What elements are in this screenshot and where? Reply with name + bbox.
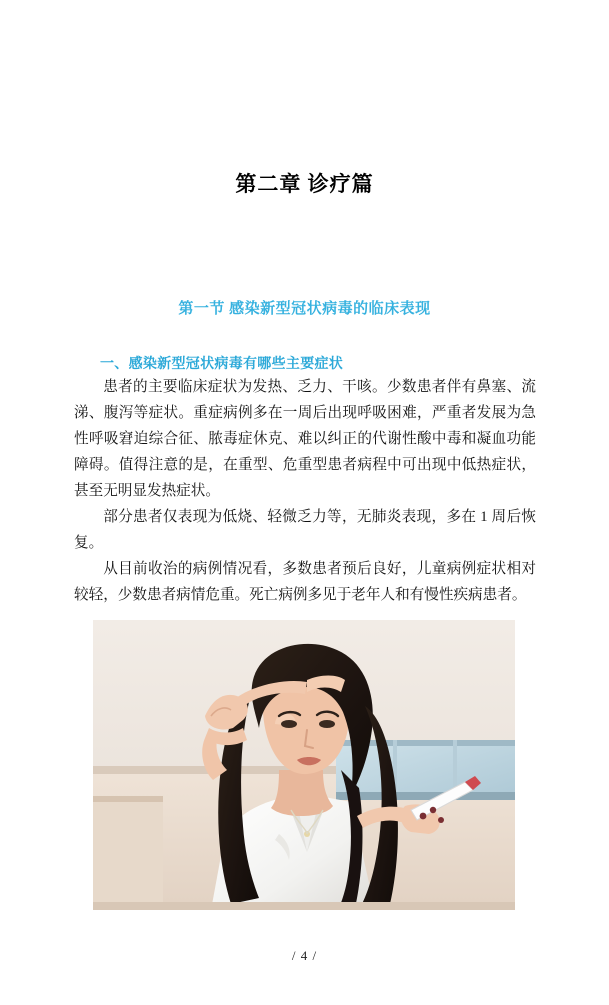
paragraph-2: 部分患者仅表现为低烧、轻微乏力等，无肺炎表现，多在 1 周后恢复。 bbox=[74, 509, 536, 551]
chapter-title: 第二章 诊疗篇 bbox=[235, 172, 374, 196]
paragraph-1: 患者的主要临床症状为发热、乏力、干咳。少数患者伴有鼻塞、流涕、腹泻等症状。重症病例多在一周后出现呼吸困难，严重者发展为急性呼吸窘迫综合征、脓毒症休克、难以纠正的代谢性酸中毒和凝血功能障碍。值得注意的是，在重型、危重型患者病程中可出现中低热症状，甚至无明显发热症状。 bbox=[74, 379, 536, 499]
subsection-title: 一、感染新型冠状病毒有哪些主要症状 bbox=[100, 357, 344, 372]
body-text bbox=[74, 374, 536, 608]
page-number: / 4 / bbox=[291, 948, 318, 963]
illustration-photo bbox=[93, 620, 515, 910]
section-title: 第一节 感染新型冠状病毒的临床表现 bbox=[178, 301, 431, 317]
paragraph-3: 从目前收治的病例情况看，多数患者预后良好，儿童病例症状相对较轻，少数患者病情危重。死亡病例多见于老年人和有慢性疾病患者。 bbox=[74, 561, 536, 603]
